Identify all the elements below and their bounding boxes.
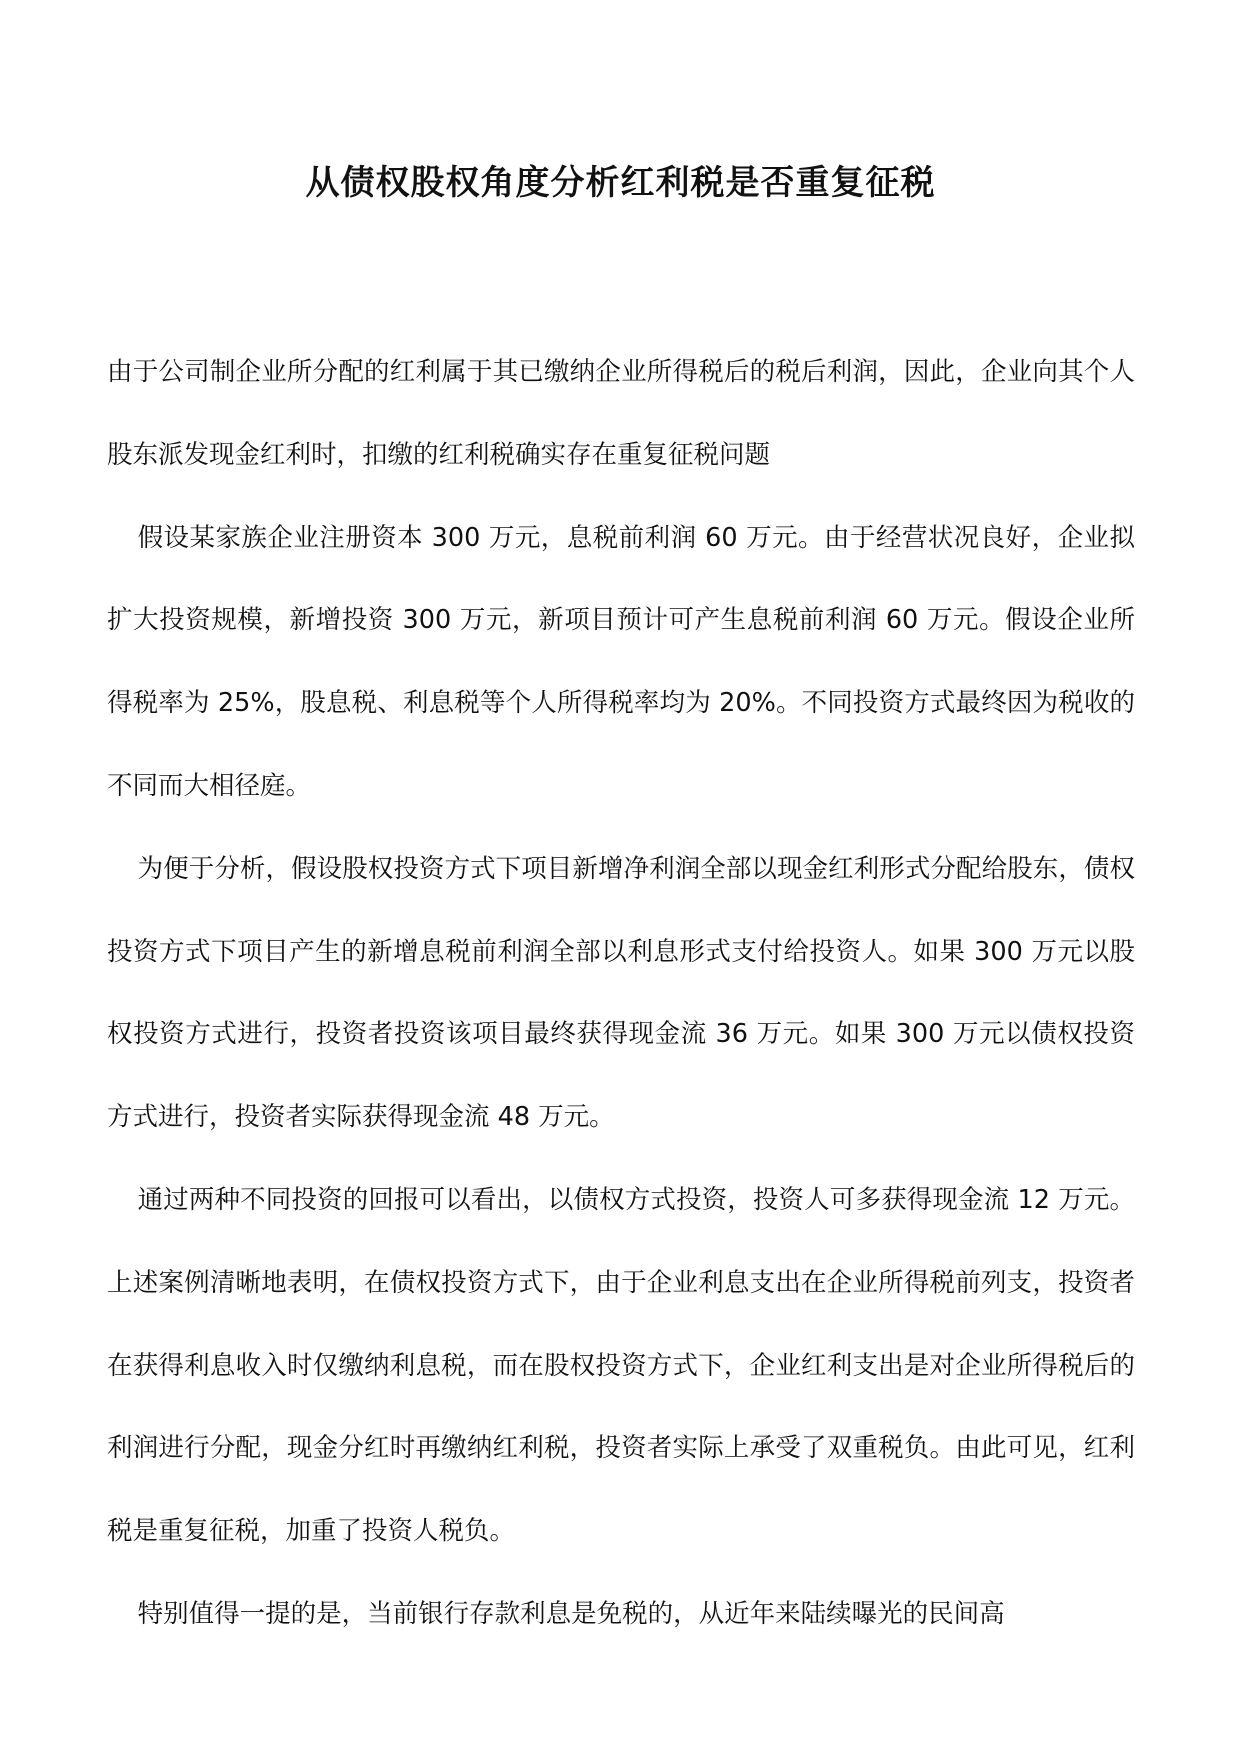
document-title: 从债权股权角度分析红利税是否重复征税: [305, 163, 936, 203]
paragraph-3: 为便于分析，假设股权投资方式下项目新增净利润全部以现金红利形式分配给股东，债权投资方式下项目产生的新增息税前利润全部以利息形式支付给投资人。如果 300 万元以股权投资方式进行，投资者投资该项目最终获得现金流 36 万元。如果 300 万元以债权投资方式进行，投资者实际获得现金流 48 万元。: [107, 853, 1135, 1133]
paragraph-2: 假设某家族企业注册资本 300 万元，息税前利润 60 万元。由于经营状况良好，企业拟扩大投资规模，新增投资 300 万元，新项目预计可产生息税前利润 60 万元。假设企业所得税率为 25%，股息税、利息税等个人所得税率均为 20%。不同投资方式最终因为税收的不同而大相径庭。: [107, 522, 1135, 801]
paragraph-1: 由于公司制企业所分配的红利属于其已缴纳企业所得税后的税后利润，因此，企业向其个人股东派发现金红利时，扣缴的红利税确实存在重复征税问题: [107, 357, 1135, 470]
paragraph-5: 特别值得一提的是，当前银行存款利息是免税的，从近年来陆续曝光的民间高: [137, 1598, 1005, 1629]
document-body: [107, 331, 1135, 1656]
paragraph-4: 通过两种不同投资的回报可以看出，以债权方式投资，投资人可多获得现金流 12 万元。上述案例清晰地表明，在债权投资方式下，由于企业利息支出在企业所得税前列支，投资者在获得利息收入时仅缴纳利息税，而在股权投资方式下，企业红利支出是对企业所得税后的利润进行分配，现金分红时再缴纳红利税，投资者实际上承受了双重税负。由此可见，红利税是重复征税，加重了投资人税负。: [107, 1184, 1135, 1547]
